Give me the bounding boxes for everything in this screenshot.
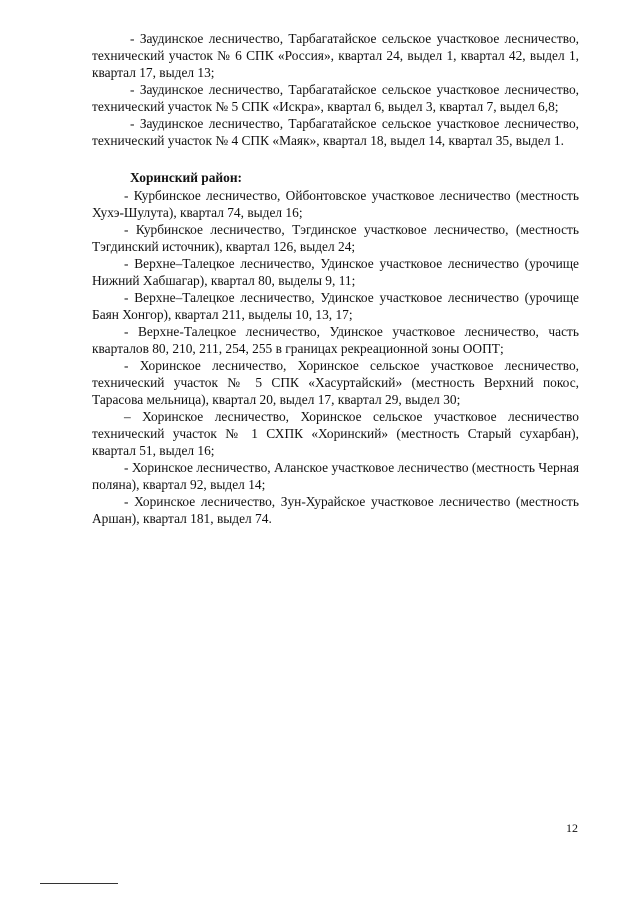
section-spacer <box>92 149 579 169</box>
list-item: - Курбинское лесничество, Ойбонтовское участковое лесничество (местность Хухэ-Шулута), квартал 74, выдел 16; <box>92 188 579 220</box>
document-body <box>92 30 579 527</box>
list-item: - Курбинское лесничество, Тэгдинское участковое лесничество, (местность Тэгдинский источник), квартал 126, выдел 24; <box>92 222 579 254</box>
list-item: - Верхне–Талецкое лесничество, Удинское участковое лесничество (урочище Нижний Хабшагар), квартал 80, выделы 9, 11; <box>92 256 579 288</box>
list-item: - Заудинское лесничество, Тарбагатайское сельское участковое лесничество, технический участок № 5 СПК «Искра», квартал 6, выдел 3, квартал 7, выдел 6,8; <box>92 82 579 114</box>
list-item: - Заудинское лесничество, Тарбагатайское сельское участковое лесничество, технический участок № 4 СПК «Маяк», квартал 18, выдел 14, квартал 35, выдел 1. <box>92 116 579 148</box>
list-item: - Верхне-Талецкое лесничество, Удинское участковое лесничество, часть кварталов 80, 210, 211, 254, 255 в границах рекреационной зоны ООПТ; <box>92 324 579 356</box>
page-number: 12 <box>566 821 578 835</box>
list-item: - Верхне–Талецкое лесничество, Удинское участковое лесничество (урочище Баян Хонгор), квартал 211, выделы 10, 13, 17; <box>92 290 579 322</box>
list-item: - Заудинское лесничество, Тарбагатайское сельское участковое лесничество, технический участок № 6 СПК «Россия», квартал 24, выдел 1, квартал 42, выдел 1, квартал 17, выдел 13; <box>92 31 579 80</box>
list-item: - Хоринское лесничество, Зун-Хурайское участковое лесничество (местность Аршан), квартал 181, выдел 74. <box>92 494 579 526</box>
list-item: – Хоринское лесничество, Хоринское сельское участковое лесничество технический участок № 1 СХПК «Хоринский» (местность Старый сухарбан), квартал 51, выдел 16; <box>92 409 579 458</box>
list-item: - Хоринское лесничество, Аланское участковое лесничество (местность Черная поляна), квартал 92, выдел 14; <box>92 460 579 492</box>
list-item: - Хоринское лесничество, Хоринское сельское участковое лесничество, технический участок № 5 СПК «Хасуртайский» (местность Верхний покос, Тарасова мельница), квартал 20, выдел 17, квартал 29, выдел 30; <box>92 358 579 407</box>
section-heading: Хоринский район: <box>130 170 242 185</box>
footnote-rule <box>40 883 118 884</box>
